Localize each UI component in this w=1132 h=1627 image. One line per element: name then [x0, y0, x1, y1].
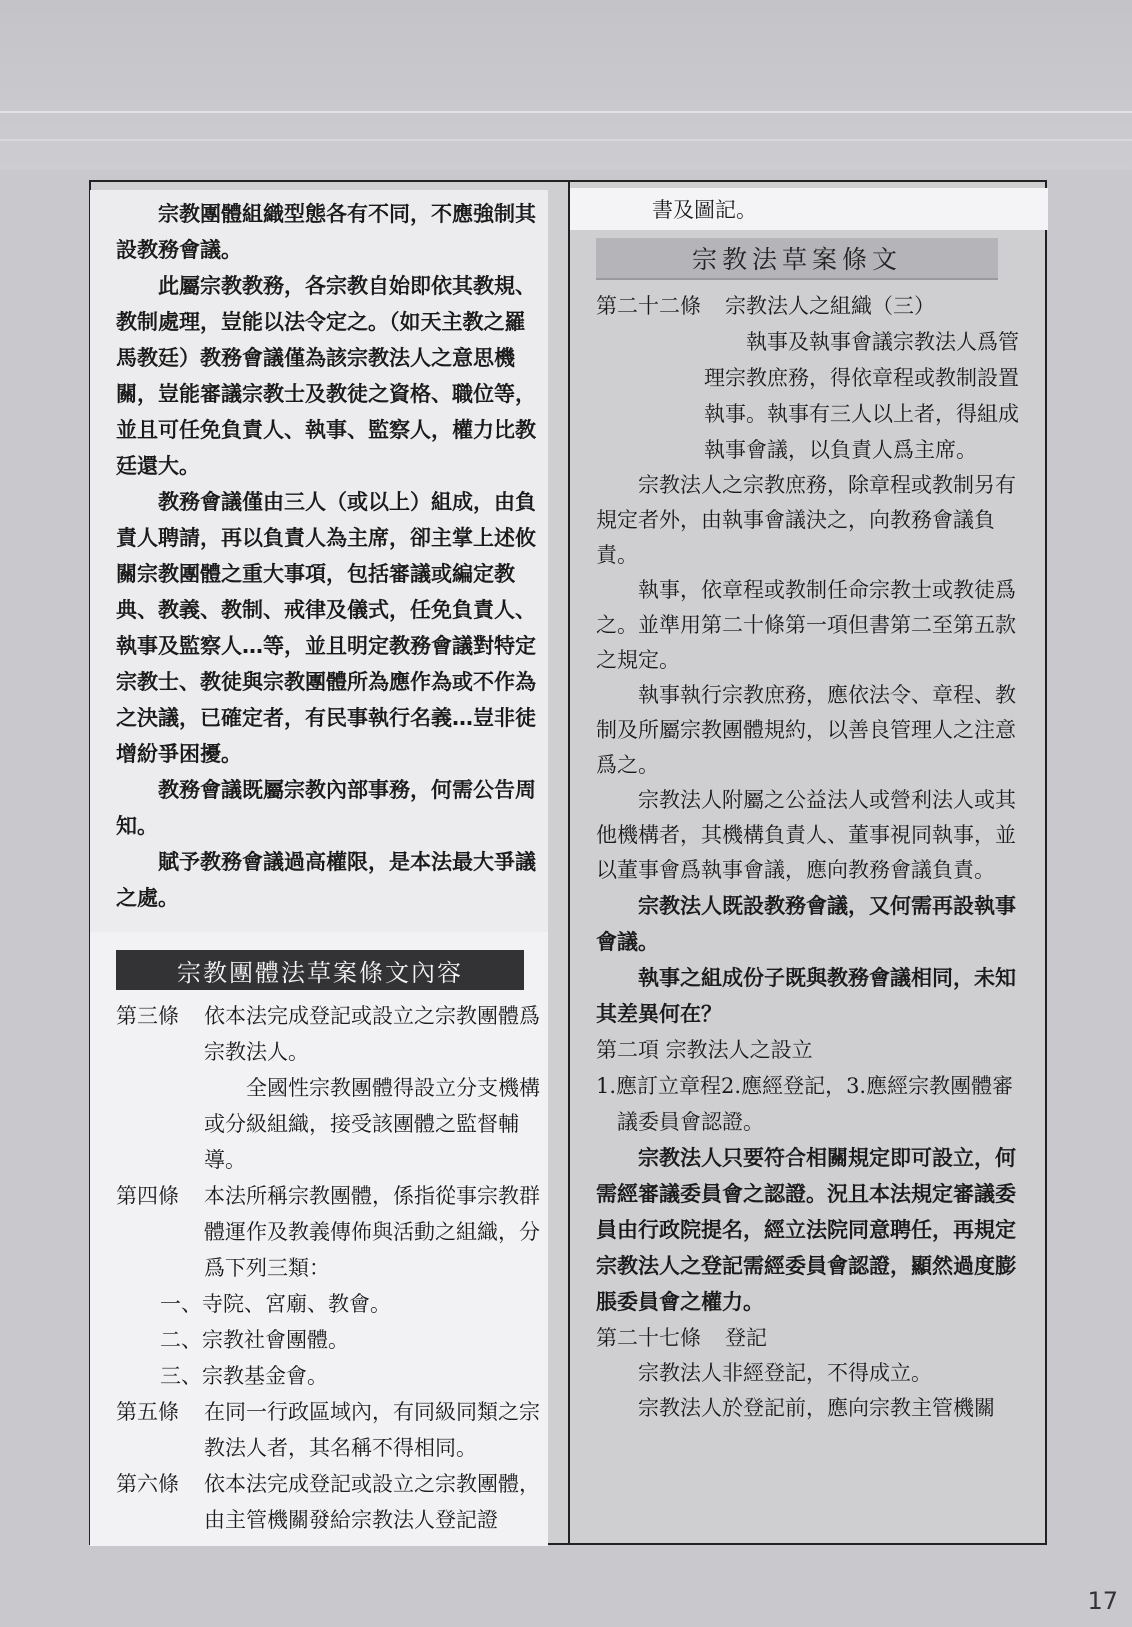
article-27-heading	[596, 1320, 1028, 1356]
article-text: 本法所稱宗教團體，係指從事宗教群體運作及教義傳佈與活動之組織，分爲下列三類：	[204, 1184, 540, 1280]
article-list-item: 三、宗教基金會。	[160, 1364, 328, 1388]
commentary-paragraph: 宗教法人只要符合相關規定即可設立，何需經審議委員會之認證。況且本法規定審議委員由行政院提名，經立法院同意聘任，再規定宗教法人之登記需經委員會認證，顯然過度膨脹委員會之權力。	[596, 1146, 1016, 1314]
commentary-block	[596, 888, 1028, 1032]
section-title-bar	[596, 238, 998, 280]
commentary-paragraph: 賦予教務會議過高權限，是本法最大爭議之處。	[116, 850, 536, 910]
article-3	[116, 998, 548, 1178]
article-text: 依本法完成登記或設立之宗教團體爲宗教法人。	[204, 1004, 540, 1064]
column-divider	[568, 180, 570, 1545]
article-4	[116, 1178, 548, 1286]
commentary-paragraph: 此屬宗教教務，各宗教自始即依其教規、教制處理，豈能以法令定之。（如天主教之羅馬教廷）教務會議僅為該宗教法人之意思機關，豈能審議宗教士及教徒之資格、職位等，並且可任免負責人、執事、監察人，權力比教廷還大。	[116, 274, 536, 478]
article-number: 第四條	[116, 1184, 179, 1208]
article-number: 第二十七條	[596, 1326, 701, 1350]
article-paragraph: 執事執行宗教庶務，應依法令、章程、教制及所屬宗教團體規約，以善良管理人之注意爲之。	[596, 683, 1016, 777]
top-rule	[0, 139, 1132, 141]
article-number: 第二十二條	[596, 294, 701, 318]
article-title: 登記	[725, 1326, 767, 1350]
article-list-item: 二、宗教社會團體。	[160, 1328, 349, 1352]
article-22-heading	[596, 288, 1028, 324]
commentary-paragraph: 教務會議既屬宗教內部事務，何需公告周知。	[116, 778, 536, 838]
commentary-block	[90, 190, 548, 932]
article-title: 宗教法人之組織（三）	[725, 294, 935, 318]
article-paragraph: 宗教法人非經登記，不得成立。	[638, 1361, 932, 1385]
commentary-block	[596, 1140, 1028, 1320]
article-number: 第五條	[116, 1400, 179, 1424]
article-number: 第三條	[116, 1004, 179, 1028]
continuation-text: 書及圖記。	[570, 188, 1048, 230]
commentary-paragraph: 宗教法人既設教務會議，又何需再設執事會議。	[596, 894, 1016, 954]
commentary-paragraph: 執事之組成份子既與教務會議相同，未知其差異何在？	[596, 966, 1016, 1026]
draft-articles-block	[90, 932, 548, 1546]
article-6	[116, 1466, 548, 1538]
article-text: 執事及執事會議宗教法人爲管理宗教庶務，得依章程或教制設置執事。執事有三人以上者，得組成執事會議，以負責人爲主席。	[704, 330, 1019, 462]
left-column	[116, 190, 546, 1546]
commentary-paragraph: 教務會議僅由三人（或以上）組成，由負責人聘請，再以負責人為主席，卻主掌上述攸關宗教團體之重大事項，包括審議或編定教典、教義、教制、戒律及儀式，任免負責人、執事及監察人…等，並且明定教務會議對特定宗教士、教徒與宗教團體所為應作為或不作為之決議，已確定者，有民事執行名義…豈非徒增紛爭困擾。	[116, 490, 536, 766]
article-paragraph: 宗教法人附屬之公益法人或營利法人或其他機構者，其機構負責人、董事視同執事，並以董事會爲執事會議，應向教務會議負責。	[596, 788, 1016, 882]
article-paragraph: 宗教法人於登記前，應向宗教主管機關	[638, 1396, 995, 1420]
article-paragraph: 宗教法人之宗教庶務，除章程或教制另有規定者外，由執事會議決之，向教務會議負責。	[596, 473, 1016, 567]
article-paragraph: 執事，依章程或教制任命宗教士或教徒爲之。並準用第二十條第一項但書第二至第五款之規定。	[596, 578, 1016, 672]
requirements-list: 1.應訂立章程2.應經登記，3.應經宗教團體審議委員會認證。	[596, 1074, 1014, 1134]
top-rule	[0, 111, 1132, 113]
article-5	[116, 1394, 548, 1466]
right-column	[596, 188, 1028, 1426]
section-title: 宗教法草案條文	[691, 245, 902, 274]
commentary-paragraph: 宗教團體組織型態各有不同，不應強制其設教務會議。	[116, 202, 536, 262]
article-number: 第六條	[116, 1472, 179, 1496]
page-top-band	[0, 0, 1132, 170]
page-number: 17	[1087, 1587, 1118, 1615]
article-text: 全國性宗教團體得設立分支機構或分級組織，接受該團體之監督輔導。	[204, 1076, 540, 1172]
section-title-bar	[116, 950, 524, 990]
article-22-body	[596, 324, 1028, 468]
article-list-item: 一、寺院、宮廟、教會。	[160, 1292, 391, 1316]
article-text: 依本法完成登記或設立之宗教團體，由主管機關發給宗教法人登記證	[204, 1472, 540, 1532]
section-title: 宗教團體法草案條文內容	[177, 958, 463, 987]
item-heading: 第二項 宗教法人之設立	[596, 1038, 813, 1062]
article-text: 在同一行政區域內，有同級同類之宗教法人者，其名稱不得相同。	[204, 1400, 540, 1460]
